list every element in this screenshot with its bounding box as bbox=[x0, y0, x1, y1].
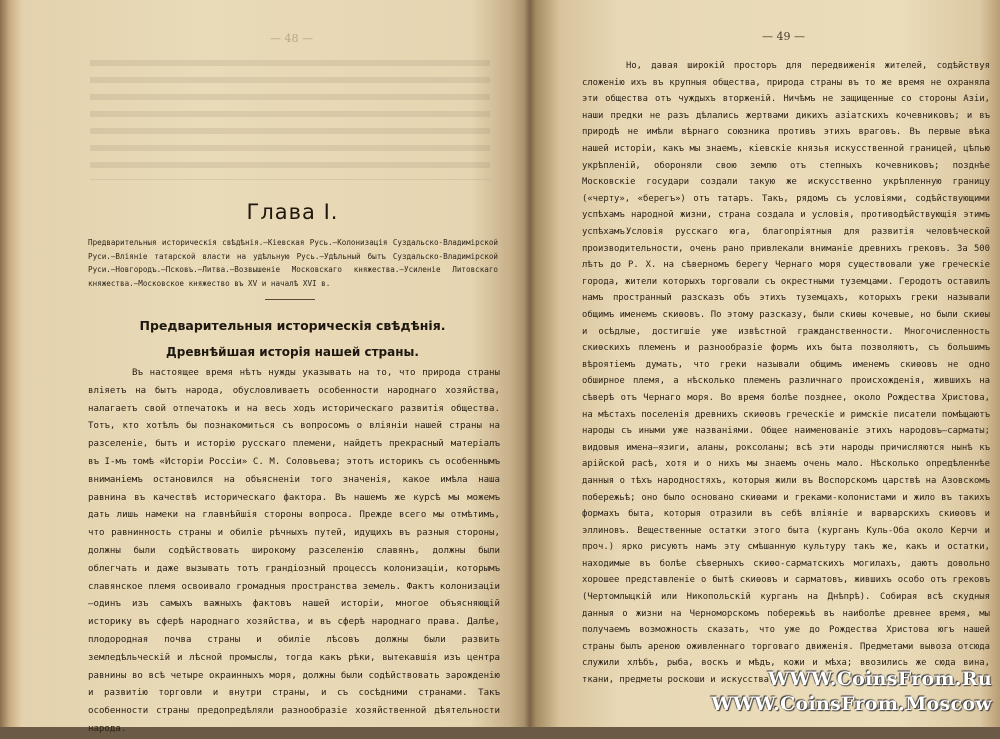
bleed-through-text bbox=[90, 60, 490, 180]
chapter-summary: Предварительныя историческія свѣдѣнія.—Кіевская Русь.—Колонизація Суздальско-Владимірской Руси.—Вліяніе татарской власти на удѣльную Русь.—Удѣльный бытъ Суздальско-Владимірской Руси.—Новгородъ.—Псковъ.—Литва.—Возвышеніе Московскаго княжества.—Усиленіе Литовскаго княжества.—Московское княжество въ XV и началѣ XVI в. bbox=[88, 238, 498, 288]
section-title: Предварительныя историческія свѣдѣнія. bbox=[139, 318, 446, 333]
left-page bbox=[80, 0, 505, 734]
watermark-line-1: WWW.CoinsFrom.Ru bbox=[767, 668, 992, 690]
divider bbox=[265, 299, 315, 300]
page-number: — 49 — bbox=[762, 30, 805, 43]
watermark-line-2: WWW.CoinsFrom.Moscow bbox=[711, 693, 992, 715]
chapter-title: Глава I. bbox=[246, 200, 339, 224]
subsection-title: Древнѣйшая исторія нашей страны. bbox=[166, 345, 419, 359]
body-paragraph-2: Условія русскаго юга, благопріятныя для развитія человѣческой производительности, очень рано привлекали вниманіе древнихъ грековъ. За 500 лѣтъ до Р. Х. на сѣверномъ берегу Чернаго моря существовали уже греческіе города, жители которыхъ торговали съ окрестными туземцами. Геродотъ оставилъ намъ пространный разсказъ объ этихъ туземцахъ, которыхъ греки называли общимъ именемъ скиѳовъ. По этому разсказу, были скиѳы кочевые, но были скиѳы и осѣдлые, достигшіе уже извѣстной гражданственности. Многочисленность скиѳскихъ племенъ и разнообразіе формъ ихъ быта позволяютъ, съ большимъ вѣроятіемъ думать, что греки называли общимъ именемъ скиѳовъ не одно обширное племя, а нѣсколько племенъ различнаго происхожденія, жившихъ на сѣверѣ отъ Чернаго моря. Во время болѣе позднее, около Рождества Христова, на мѣстахъ поселенія древнихъ скиѳовъ греческіе и римскіе писатели помѣщаютъ народы съ иными уже названіями. Общее наименованіе этихъ народовъ—сарматы; видовыя имена—язиги, аланы, роксоланы; всѣ эти народы причисляются нынѣ къ арійской расѣ, хотя и о нихъ мы знаемъ очень мало. Нѣсколько опредѣленнѣе данныя о тѣхъ народностяхъ, которыя жили въ Воспорскомъ царствѣ на Азовскомъ побережьѣ; оно было основано скиѳами и греками-колонистами и жило въ такихъ формахъ быта, которыя отразили въ себѣ вліяніе и варварскихъ скиѳовъ и эллиновъ. Вещественные остатки этого быта (курганъ Куль-Оба около Керчи и проч.) ярко рисуютъ намъ эту смѣшанную культуру такъ же, какъ и остатки, находимые въ болѣе сѣверныхъ скиѳо-сарматскихъ могилахъ, даютъ довольно хорошее представленіе о бытѣ скиѳовъ и сарматовъ, жившихъ особо отъ грековъ (Чертомлыцкій или Никопольскій курганъ на Днѣпрѣ). Собирая всѣ скудныя данныя о жизни на Черноморскомъ побережьѣ въ наиболѣе древнее время, мы получаемъ возможность сказать, что уже до Рождества Христова югъ нашей страны былъ ареною оживленнаго торговаго движенія. Предметами вывоза отсюда служили хлѣбъ, рыба, воскъ и мѣдъ, кожи и мѣха; ввозились же сюда вина, ткани, предметы роскоши и искусства. bbox=[582, 227, 990, 686]
right-page bbox=[580, 0, 990, 727]
page-number: — 48 — bbox=[270, 32, 313, 45]
body-paragraph-1: Но, давая широкій просторъ для передвиженія жителей, содѣйствуя сложенію ихъ въ крупныя общества, природа страны въ то же время не охраняла эти общества отъ чуждыхъ вторженій. Ничѣмъ не защищенные со стороны Азіи, наши предки не разъ дѣлались жертвами дикихъ азіатскихъ кочевниковъ; и въ природѣ не имѣли вѣрнаго союзника противъ этихъ враговъ. Въ первые вѣка нашей исторіи, какъ мы знаемъ, кіевскіе князья искусственной границей, цѣпью укрѣпленій, обороняли свою землю отъ степныхъ кочевниковъ; позднѣе Московскіе государи создали такую же искусственно укрѣпленную границу («черту», «берегъ») отъ татаръ. Такъ, рядомъ съ условіями, содѣйствующими успѣхамъ народной жизни, страна создала и условія, противодѣйствующія этимъ успѣхамъ. bbox=[582, 61, 990, 237]
body-paragraph: Въ настоящее время нѣтъ нужды указывать на то, что природа страны вліяетъ на бытъ народа, обусловливаетъ особенности народнаго хозяйства, налагаетъ свой отпечатокъ и на весь ходъ историческаго развитія общества. Тотъ, кто хотѣлъ бы познакомиться съ вопросомъ о вліяніи нашей страны на разселеніе, бытъ и исторію русскаго племени, найдетъ прекрасный матеріалъ въ I-мъ томѣ «Исторіи Россіи» С. М. Соловьева; этотъ историкъ съ особеннымъ вниманіемъ остановился на объясненіи того значенія, какое имѣла наша равнина въ качествѣ историческаго фактора. Въ нашемъ же курсѣ мы можемъ дать лишь намеки на главнѣйшія стороны вопроса. Прежде всего мы отмѣтимъ, что равнинность страны и обиліе рѣчныхъ путей, идущихъ въ разныя стороны, должны были содѣйствовать широкому разселенію славянъ, должны были облегчать и даже вызывать тотъ грандіозный процессъ колонизаціи, которымъ славянское племя освоивало громадныя пространства земель. Фактъ колонизаціи—одинъ изъ самыхъ важныхъ фактовъ нашей исторіи, многое объясняющій историку въ сферѣ народнаго хозяйства, и въ сферѣ народнаго права. Далѣе, плодородная почва страны и обиліе лѣсовъ должны были развить земледѣльческій и лѣсной промыслы, тогда какъ рѣки, вытекавшія изъ центра равнины во всѣ четыре окраинныхъ моря, должны были содѣйствовать зарожденію и развитію торговли и внутри страны, и съ сосѣдними странами. Такъ особенности страны предопредѣляли разнообразіе хозяйственной дѣятельности народа. bbox=[88, 368, 500, 734]
